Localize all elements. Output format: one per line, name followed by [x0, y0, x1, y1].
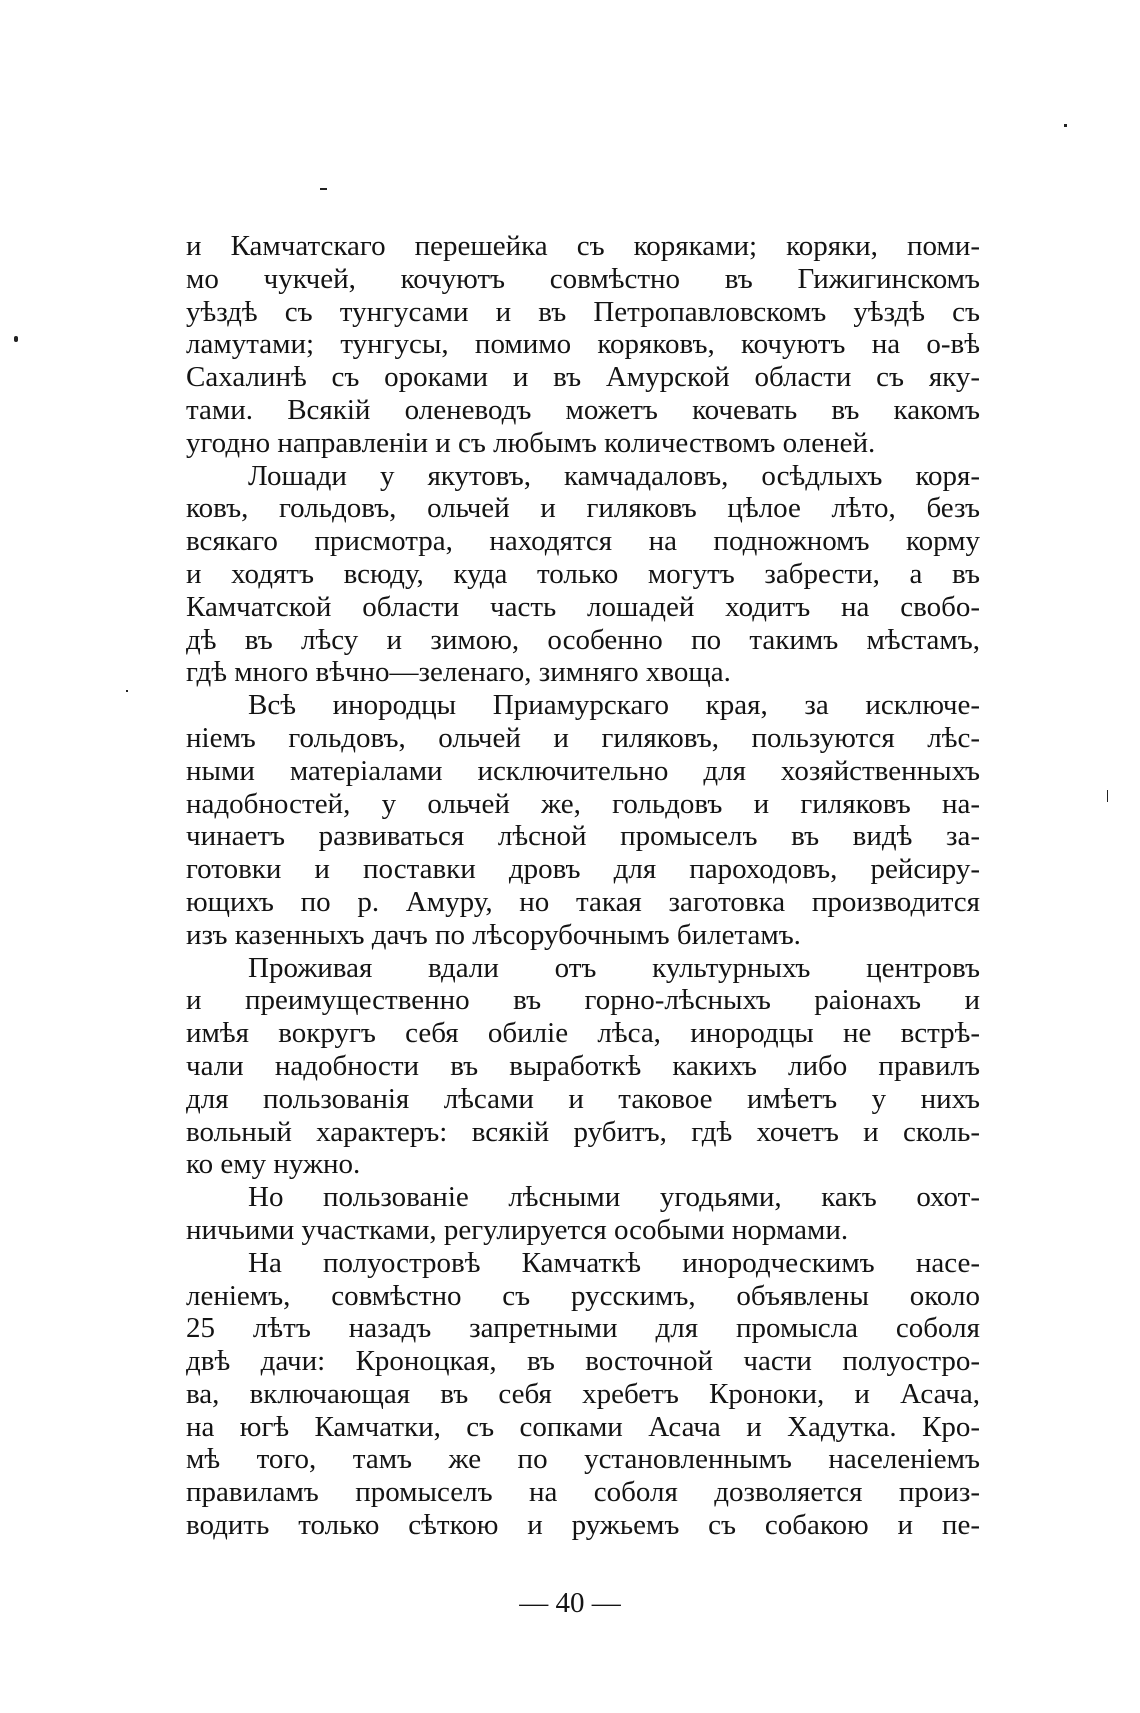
print-mark — [126, 690, 128, 692]
text-line: угодно направленіи и съ любымъ количествомъ оленей. — [186, 426, 876, 459]
text-line: изъ казенныхъ дачъ по лѣсорубочнымъ билетамъ. — [186, 918, 801, 951]
text-line: леніемъ, совмѣстно съ русскимъ, объявлены около — [186, 1279, 980, 1312]
page-number: — 40 — — [519, 1587, 621, 1619]
text-line: ными матеріалами исключительно для хозяйственныхъ — [186, 754, 980, 787]
text-line: Камчатской области часть лошадей ходитъ на свобо- — [186, 590, 980, 623]
text-line: ко ему нужно. — [186, 1148, 361, 1181]
text-line: чали надобности въ выработкѣ какихъ либо правилъ — [186, 1049, 980, 1082]
body-text — [186, 230, 980, 1542]
text-line: правиламъ промыселъ на соболя дозволяется произ- — [186, 1476, 980, 1509]
text-line: и Камчатскаго перешейка съ коряками; коряки, поми- — [186, 230, 980, 262]
text-line: На полуостровѣ Камчаткѣ инородческимъ насе- — [248, 1246, 980, 1279]
print-mark — [1107, 790, 1108, 802]
text-line: готовки и поставки дровъ для пароходовъ, рейсиру- — [186, 853, 980, 886]
text-line: Лошади у якутовъ, камчадаловъ, осѣдлыхъ коря- — [248, 459, 980, 492]
text-line: 25 лѣтъ назадъ запретными для промысла соболя — [186, 1312, 980, 1345]
print-mark — [320, 188, 327, 190]
text-line: уѣздѣ съ тунгусами и въ Петропавловскомъ уѣздѣ съ — [186, 295, 980, 328]
text-line: чинаетъ развиваться лѣсной промыселъ въ видѣ за- — [186, 820, 980, 853]
text-line: и ходятъ всюду, куда только могутъ забрести, а въ — [186, 557, 980, 590]
text-line: двѣ дачи: Кроноцкая, въ восточной части полуостро- — [186, 1345, 980, 1378]
print-mark — [1064, 124, 1067, 127]
text-line: гдѣ много вѣчно—зеленаго, зимняго хвоща. — [186, 656, 731, 689]
text-line: мѣ того, тамъ же по установленнымъ населеніемъ — [186, 1443, 980, 1476]
text-line: ніемъ гольдовъ, ольчей и гиляковъ, пользуются лѣс- — [186, 721, 980, 754]
text-line: дѣ въ лѣсу и зимою, особенно по такимъ мѣстамъ, — [186, 623, 980, 656]
text-line: Проживая вдали отъ культурныхъ центровъ — [248, 951, 980, 984]
text-line: тами. Всякій оленеводъ можетъ кочевать въ какомъ — [186, 393, 980, 426]
text-line: ковъ, гольдовъ, ольчей и гиляковъ цѣлое лѣто, безъ — [186, 492, 980, 525]
text-line: для пользованія лѣсами и таковое имѣетъ у нихъ — [186, 1082, 980, 1115]
text-line: надобностей, у ольчей же, гольдовъ и гиляковъ на- — [186, 787, 980, 820]
text-line: Но пользованіе лѣсными угодьями, какъ охот- — [248, 1181, 980, 1214]
text-line: мо чукчей, кочуютъ совмѣстно въ Гижигинскомъ — [186, 262, 980, 295]
text-line: Сахалинѣ съ ороками и въ Амурской области съ яку- — [186, 361, 980, 394]
text-line: вольный характеръ: всякій рубитъ, гдѣ хочетъ и сколь- — [186, 1115, 980, 1148]
text-line: водить только сѣткою и ружьемъ съ собакою и пе- — [186, 1509, 980, 1542]
text-line: и преимущественно въ горно-лѣсныхъ раіонахъ и — [186, 984, 980, 1017]
text-line: всякаго присмотра, находятся на подножномъ корму — [186, 525, 980, 558]
print-mark — [14, 336, 18, 342]
text-line: Всѣ инородцы Приамурскаго края, за исключе- — [248, 689, 980, 722]
text-line: ламутами; тунгусы, помимо коряковъ, кочуютъ на о-вѣ — [186, 328, 980, 361]
text-line: ничьими участками, регулируется особыми нормами. — [186, 1213, 849, 1246]
text-line: ва, включающая въ себя хребетъ Кроноки, и Асача, — [186, 1377, 980, 1410]
text-line: на югѣ Камчатки, съ сопками Асача и Хадутка. Кро- — [186, 1410, 980, 1443]
text-line: имѣя вокругъ себя обиліе лѣса, инородцы не встрѣ- — [186, 1017, 980, 1050]
text-line: ющихъ по р. Амуру, но такая заготовка производится — [186, 885, 980, 918]
